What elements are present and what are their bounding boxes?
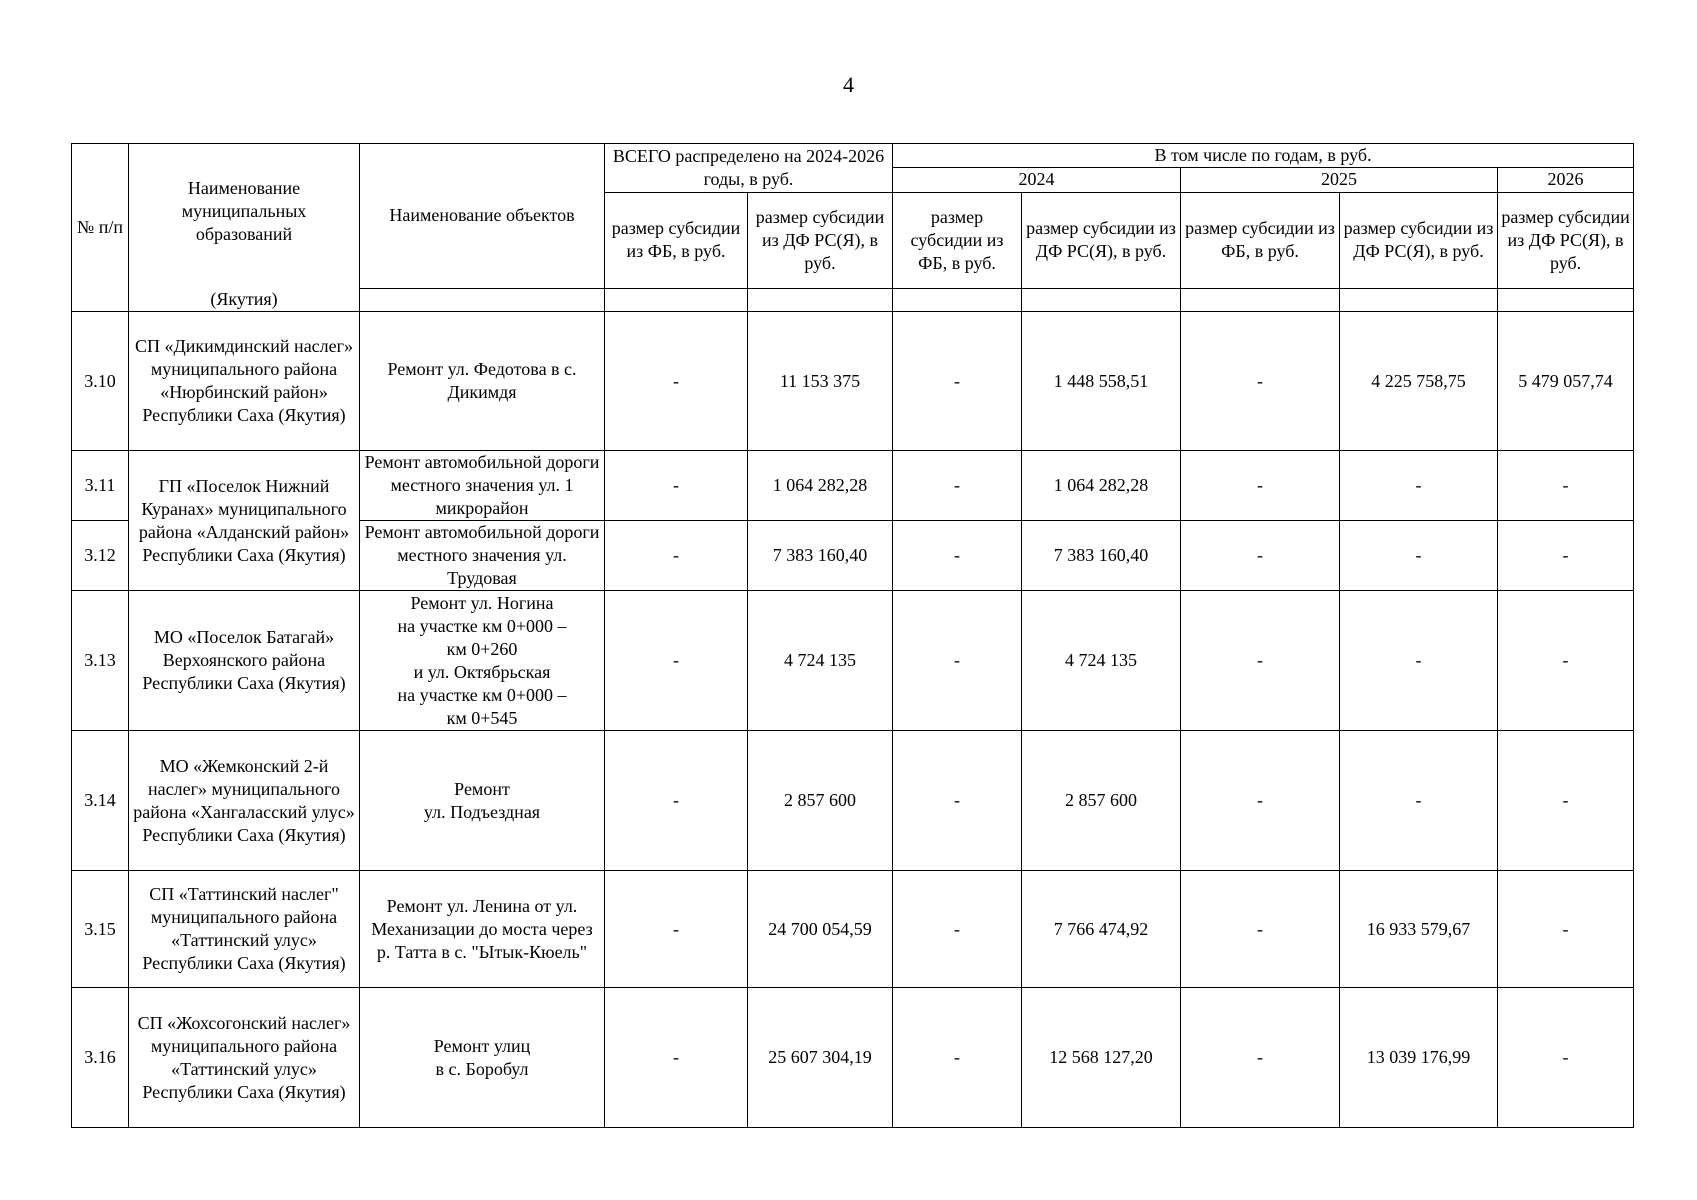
row-2024-df: 7 383 160,40 [1022, 521, 1181, 591]
header-2026-df: размер субсидии из ДФ РС(Я), в руб. [1498, 192, 1634, 288]
table-row [72, 312, 1634, 451]
row-total-df: 11 153 375 [748, 312, 893, 451]
row-2025-fb: - [1181, 731, 1340, 871]
row-2026-df: 5 479 057,74 [1498, 312, 1634, 451]
row-object: Ремонт автомобильной дороги местного значения ул. 1 микрорайон [360, 451, 605, 521]
row-2025-df: 16 933 579,67 [1340, 871, 1498, 988]
row-total-df: 25 607 304,19 [748, 988, 893, 1128]
row-2025-fb: - [1181, 312, 1340, 451]
header-year-2026: 2026 [1498, 168, 1634, 192]
row-2025-df: - [1340, 521, 1498, 591]
row-num: 3.13 [72, 591, 129, 731]
table-row [72, 988, 1634, 1128]
row-object: Ремонт ул. Ленина от ул. Механизации до моста через р. Татта в с. "Ытык-Кюель" [360, 871, 605, 988]
row-2026-df: - [1498, 871, 1634, 988]
row-2026-df: - [1498, 988, 1634, 1128]
row-2026-df: - [1498, 591, 1634, 731]
page-number: 4 [843, 72, 854, 97]
row-total-df: 2 857 600 [748, 731, 893, 871]
row-total-fb: - [605, 312, 748, 451]
blank-cell [360, 288, 605, 311]
blank-cell [605, 288, 748, 311]
blank-cell [1181, 288, 1340, 311]
table-row [72, 451, 1634, 521]
row-total-fb: - [605, 871, 748, 988]
header-2025-df: размер субсидии из ДФ РС(Я), в руб. [1340, 192, 1498, 288]
row-2026-df: - [1498, 731, 1634, 871]
row-2024-df: 12 568 127,20 [1022, 988, 1181, 1128]
header-total-df: размер субсидии из ДФ РС(Я), в руб. [748, 192, 893, 288]
row-total-df: 4 724 135 [748, 591, 893, 731]
header-2025-fb: размер субсидии из ФБ, в руб. [1181, 192, 1340, 288]
row-2025-fb: - [1181, 871, 1340, 988]
row-2026-df: - [1498, 451, 1634, 521]
blank-cell [748, 288, 893, 311]
header-year-2025: 2025 [1181, 168, 1498, 192]
row-total-fb: - [605, 988, 748, 1128]
row-total-fb: - [605, 451, 748, 521]
table-row [72, 871, 1634, 988]
row-num: 3.14 [72, 731, 129, 871]
row-2025-df: 13 039 176,99 [1340, 988, 1498, 1128]
header-2024-df: размер субсидии из ДФ РС(Я), в руб. [1022, 192, 1181, 288]
row-total-df: 24 700 054,59 [748, 871, 893, 988]
header-by-years: В том числе по годам, в руб. [893, 144, 1634, 168]
row-2025-df: - [1340, 731, 1498, 871]
header-objects: Наименование объектов [360, 144, 605, 289]
blank-cell [893, 288, 1022, 311]
row-2024-fb: - [893, 451, 1022, 521]
row-2026-df: - [1498, 521, 1634, 591]
row-2024-df: 1 064 282,28 [1022, 451, 1181, 521]
row-municipality: МО «Поселок Батагай» Верхоянского района Республики Саха (Якутия) [129, 591, 360, 731]
row-num: 3.10 [72, 312, 129, 451]
row-total-fb: - [605, 731, 748, 871]
blank-cell [1340, 288, 1498, 311]
table-row [72, 731, 1634, 871]
row-num: 3.11 [72, 451, 129, 521]
row-2024-fb: - [893, 312, 1022, 451]
row-2025-fb: - [1181, 451, 1340, 521]
row-2025-df: 4 225 758,75 [1340, 312, 1498, 451]
row-municipality: СП «Таттинский наслег" муниципального района «Таттинский улус» Республики Саха (Якутия) [129, 871, 360, 988]
row-2025-fb: - [1181, 521, 1340, 591]
row-2024-fb: - [893, 871, 1022, 988]
row-num: 3.16 [72, 988, 129, 1128]
blank-cell [1022, 288, 1181, 311]
row-2024-df: 1 448 558,51 [1022, 312, 1181, 451]
row-object: Ремонт ул. Федотова в с. Дикимдя [360, 312, 605, 451]
subsidy-table [71, 143, 1634, 1128]
row-object: Ремонт ул. Подъездная [360, 731, 605, 871]
row-2025-df: - [1340, 591, 1498, 731]
row-municipality: СП «Дикимдинский наслег» муниципального района «Нюрбинский район» Республики Саха (Якутия) [129, 312, 360, 451]
header-year-2024: 2024 [893, 168, 1181, 192]
row-total-df: 1 064 282,28 [748, 451, 893, 521]
row-2024-fb: - [893, 521, 1022, 591]
row-2024-df: 7 766 474,92 [1022, 871, 1181, 988]
row-2024-df: 2 857 600 [1022, 731, 1181, 871]
row-total-df: 7 383 160,40 [748, 521, 893, 591]
row-2025-fb: - [1181, 591, 1340, 731]
row-num: 3.12 [72, 521, 129, 591]
header-total-fb: размер субсидии из ФБ, в руб. [605, 192, 748, 288]
header-num: № п/п [72, 144, 129, 312]
row-total-fb: - [605, 591, 748, 731]
row-2024-fb: - [893, 988, 1022, 1128]
row-2024-df: 4 724 135 [1022, 591, 1181, 731]
row-municipality: СП «Жохсогонский наслег» муниципального района «Таттинский улус» Республики Саха (Якутия) [129, 988, 360, 1128]
blank-cell [1498, 288, 1634, 311]
row-2025-df: - [1340, 451, 1498, 521]
row-2025-fb: - [1181, 988, 1340, 1128]
table-row [72, 591, 1634, 731]
header-municipality: Наименование муниципальных образований (Якутия) [129, 144, 360, 312]
row-municipality: МО «Жемконский 2-й наслег» муниципального района «Хангаласский улус» Республики Саха (Якутия) [129, 731, 360, 871]
row-object: Ремонт автомобильной дороги местного значения ул. Трудовая [360, 521, 605, 591]
row-object: Ремонт улиц в с. Боробул [360, 988, 605, 1128]
header-2024-fb: размер субсидии из ФБ, в руб. [893, 192, 1022, 288]
row-total-fb: - [605, 521, 748, 591]
header-total: ВСЕГО распределено на 2024-2026 годы, в руб. [605, 144, 893, 193]
row-object: Ремонт ул. Ногина на участке км 0+000 – км 0+260 и ул. Октябрьская на участке км 0+000 – км 0+545 [360, 591, 605, 731]
row-num: 3.15 [72, 871, 129, 988]
row-2024-fb: - [893, 731, 1022, 871]
row-2024-fb: - [893, 591, 1022, 731]
row-municipality: ГП «Поселок Нижний Куранах» муниципального района «Алданский район» Республики Саха (Якутия) [129, 451, 360, 591]
